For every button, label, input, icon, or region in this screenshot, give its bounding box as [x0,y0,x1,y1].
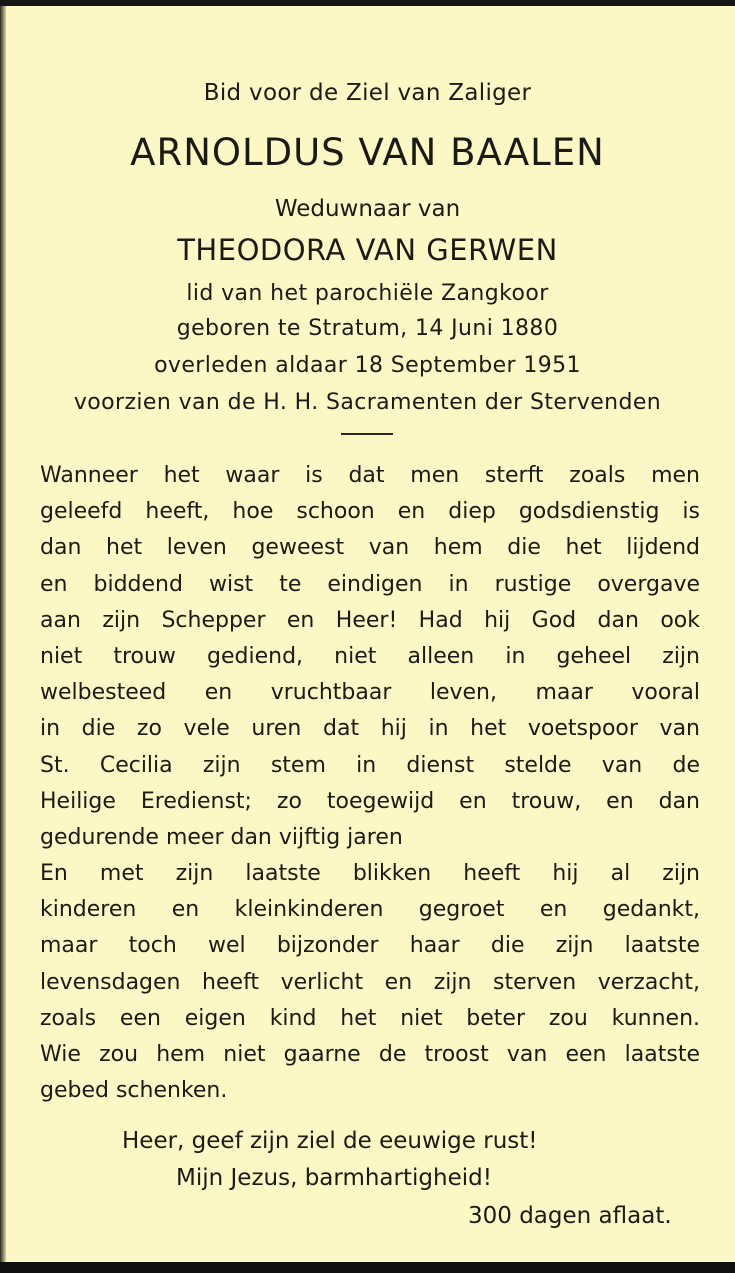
body-line: levensdagen heeft verlicht en zijn sterven verzacht, [40,969,700,995]
card-edge-shadow [0,6,6,1264]
body-line: St. Cecilia zijn stem in dienst stelde van de [40,752,700,778]
body-paragraph [40,458,700,1109]
closing-prayer: Heer, geef zijn ziel de eeuwige rust! [122,1128,538,1154]
widower-label: Weduwnaar van [274,196,461,222]
body-line: maar toch wel bijzonder haar die zijn laatste [40,933,700,959]
divider-rule [341,433,393,435]
scan-border [0,1262,735,1273]
detail-choir: lid van het parochiële Zangkoor [186,281,549,306]
body-line: geleefd heeft, hoe schoon en diep godsdienstig is [40,499,700,525]
detail-born: geboren te Stratum, 14 Juni 1880 [176,316,559,341]
body-line: in die zo vele uren dat hij in het voetspoor van [40,716,700,742]
intro-line: Bid voor de Ziel van Zaliger [203,80,532,106]
body-line: Wie zou hem niet gaarne de troost van een laatste [40,1042,700,1067]
body-line: En met zijn laatste blikken heeft hij al zijn [40,861,700,887]
closing-invocation: Mijn Jezus, barmhartigheid! [176,1165,492,1191]
body-line: dan het leven geweest van hem die het lijdend [40,535,700,561]
body-line: Heilige Eredienst; zo toegewijd en trouw, en dan [40,788,700,814]
body-line: kinderen en kleinkinderen gegroet en gedankt, [40,897,700,923]
body-line: en biddend wist te eindigen in rustige overgave [40,571,700,597]
body-line: zoals een eigen kind het niet beter zou kunnen. [40,1005,700,1031]
body-line: niet trouw gediend, niet alleen in geheel zijn [40,643,700,669]
detail-sacraments: voorzien van de H. H. Sacramenten der Stervenden [73,390,662,415]
body-line: aan zijn Schepper en Heer! Had hij God dan ook [40,607,700,633]
detail-died: overleden aldaar 18 September 1951 [154,353,581,378]
body-line: gedurende meer dan vijftig jaren [40,824,403,850]
body-line: Wanneer het waar is dat men sterft zoals men [40,463,700,488]
body-line: gebed schenken. [40,1078,228,1104]
body-line: welbesteed en vruchtbaar leven, maar vooral [40,680,700,706]
indulgence-note: 300 dagen aflaat. [468,1203,672,1229]
deceased-name: ARNOLDUS VAN BAALEN [130,131,605,174]
spouse-name: THEODORA VAN GERWEN [177,233,558,267]
